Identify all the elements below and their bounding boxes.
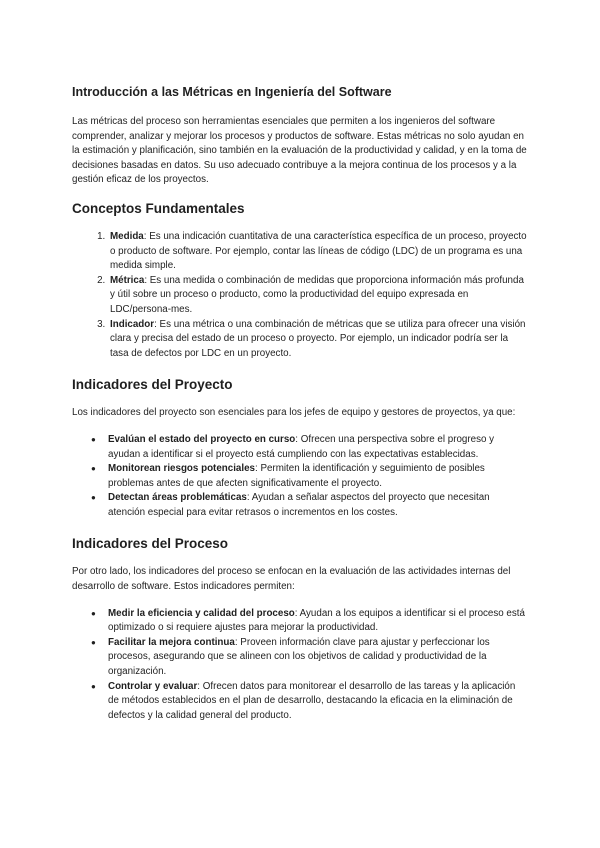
list-item-term: Evalúan el estado del proyecto en curso (108, 433, 296, 445)
list-item-text: : Ofrecen una perspectiva sobre el progreso y ayudan a identificar si el proyecto está cumpliendo con las expectativas establecidas. (108, 433, 495, 460)
list-item-text: : Permiten la identificación y seguimiento de posibles problemas antes de que afecten significativamente el proyecto. (108, 463, 485, 489)
list-item-term: Medir la eficiencia y calidad del proceso (108, 607, 295, 619)
list-item-term: Indicador (110, 318, 155, 330)
list-item-text: : Ofrecen datos para monitorear el desarrollo de las tareas y la aplicación de métodos establecidos en el plan de desarrollo, destacando la eficacia en la eliminación de defectos y la calidad general del producto. (108, 680, 516, 721)
list-item (108, 318, 528, 362)
list-item-term: Métrica (110, 274, 145, 286)
list-item (108, 680, 528, 724)
list-item (108, 433, 528, 462)
proceso-intro: Por otro lado, los indicadores del proceso se enfocan en la evaluación de las actividades internas del desarrollo de software. Estos indicadores permiten: (72, 566, 511, 593)
list-item-term: Facilitar la mejora continua (108, 636, 235, 648)
list-item-text: : Es una métrica o una combinación de métricas que se utiliza para ofrecer una visión clara y precisa del estado de un proceso o proyecto. Por ejemplo, un indicador podría ser la tasa de defectos por LDC en un proyecto. (110, 318, 526, 359)
list-item-term: Medida (110, 230, 144, 242)
list-item (108, 491, 528, 520)
list-item-term: Controlar y evaluar (108, 680, 198, 692)
list-item-term: Monitorean riesgos potenciales (108, 463, 255, 475)
list-item (108, 230, 528, 274)
heading-conceptos: Conceptos Fundamentales (72, 200, 245, 216)
list-item-text: : Es una indicación cuantitativa de una característica específica de un proceso, proyecto o producto de software. Por ejemplo, contar las líneas de código (LDC) de un programa es una medida simple. (110, 230, 527, 272)
intro-paragraph: Las métricas del proceso son herramientas esenciales que permiten a los ingenieros del software comprender, analizar y mejorar los procesos y productos de software. Estas métricas no solo ayudan en la estimación y planificación, sino también en la evaluación de la productividad y calidad, y en la toma de decisiones basadas en datos. Su uso adecuado contribuye a la mejora continua de los procesos y a la gestión eficaz de los proyectos. (72, 116, 527, 186)
list-item-term: Detectan áreas problemáticas (108, 492, 247, 504)
list-item (108, 274, 528, 318)
proyecto-intro: Los indicadores del proyecto son esenciales para los jefes de equipo y gestores de proyectos, ya que: (72, 407, 516, 419)
list-item (108, 607, 528, 636)
document-title: Introducción a las Métricas en Ingeniería del Software (72, 85, 392, 99)
document-page (72, 84, 528, 738)
list-item-text: : Ayudan a los equipos a identificar si el proceso está optimizado o si requiere ajustes para mejorar la productividad. (108, 607, 525, 634)
heading-proceso: Indicadores del Proceso (72, 536, 229, 552)
heading-proyecto: Indicadores del Proyecto (72, 377, 233, 393)
list-item-text: : Proveen información clave para ajustar y perfeccionar los procesos, asegurando que se alineen con los objetivos de calidad y productividad de la organización. (108, 636, 490, 678)
list-item (108, 462, 528, 491)
list-item (108, 636, 528, 680)
list-item-text: : Es una medida o combinación de medidas que proporciona información más profunda y útil sobre un proceso o producto, como la productividad del equipo expresada en LDC/persona-mes. (110, 274, 524, 315)
conceptos-list (72, 230, 528, 361)
proyecto-list (72, 433, 528, 521)
list-item-text: : Ayudan a señalar aspectos del proyecto que necesitan atención especial para evitar retrasos o incrementos en los costes. (108, 492, 490, 518)
proceso-list (72, 607, 528, 724)
